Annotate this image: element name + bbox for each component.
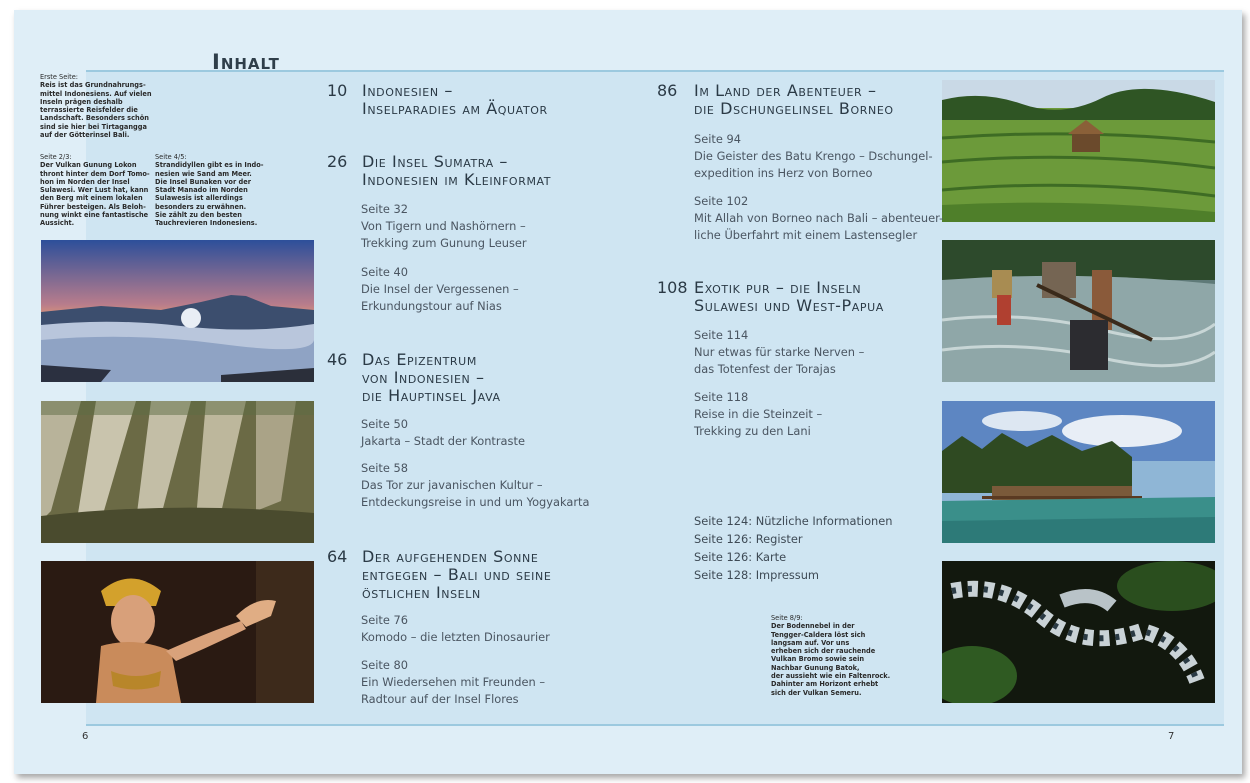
- toc-entry-page: Seite 80: [361, 658, 408, 672]
- caption-label: Seite 4/5:: [155, 153, 187, 161]
- caption-page-4-5: [155, 153, 265, 228]
- caption-text: Reis ist das Grundnahrungs- mittel Indonesiens. Auf vielen Inseln prägen deshalb terrassierte Reisfelder die Landschaft. Besonders schön sind sie hier bei Tirtagangga auf der Götterinsel Bali.: [40, 81, 152, 140]
- toc-entry: [361, 416, 525, 450]
- caption-text: Der Vulkan Gunung Lokon thront hinter dem Dorf Tomo- hon im Norden der Insel Sulawesi. Wer Lust hat, kann den Berg mit einem lokalen Führer besteigen. Als Beloh- nung winkt eine fantastische Aussicht.: [40, 161, 150, 228]
- caption-first-page: [40, 73, 170, 139]
- chapter-number: 108: [657, 278, 688, 297]
- toc-entry: [361, 657, 545, 708]
- page-number-right: 7: [1168, 731, 1175, 742]
- caption-page-8-9: [771, 614, 891, 697]
- toc-entry-page: Seite 94: [694, 132, 741, 146]
- caption-text: Strandidyllen gibt es in Indo- nesien wie Sand am Meer. Die Insel Bunaken vor der Stadt Manado im Norden Sulawesis ist allerdings besonders zu erwähnen. Sie zählt zu den besten Tauchrevieren Indonesiens.: [155, 161, 264, 228]
- toc-entry-text: Das Tor zur javanischen Kultur – Entdeckungsreise in und um Yogyakarta: [361, 478, 590, 509]
- ridge-valley-photo: [41, 401, 314, 543]
- chapter-title: Im Land der Abenteuer – die Dschungelinsel Borneo: [694, 81, 894, 118]
- chapter-title: Indonesien – Inselparadies am Äquator: [362, 81, 548, 118]
- chapter-number: 26: [327, 152, 348, 171]
- toc-entry: [694, 389, 822, 440]
- chapter-title: Exotik pur – die Inseln Sulawesi und West-Papua: [694, 278, 884, 315]
- appendix-entry: Seite 126: Register: [694, 532, 803, 546]
- page-heading: Inhalt: [212, 50, 280, 74]
- appendix-entry: Seite 124: Nützliche Informationen: [694, 514, 893, 528]
- chapter-number: 46: [327, 350, 348, 369]
- caption-label: Erste Seite:: [40, 73, 78, 81]
- toc-entry-page: Seite 118: [694, 390, 749, 404]
- river-porters-photo: [942, 240, 1215, 382]
- appendix-entry: Seite 128: Impressum: [694, 568, 820, 582]
- toc-entry: [694, 327, 864, 378]
- toc-entry-text: Die Insel der Vergessenen – Erkundungstour auf Nias: [361, 282, 519, 313]
- toc-entry-text: Mit Allah von Borneo nach Bali – abenteuer- liche Überfahrt mit einem Lastensegler: [694, 211, 944, 242]
- chapter-number: 86: [657, 81, 678, 100]
- toc-entry-text: Die Geister des Batu Krengo – Dschungel- expedition ins Herz von Borneo: [694, 149, 933, 180]
- toc-entry-text: Reise in die Steinzeit – Trekking zu den Lani: [694, 407, 823, 438]
- toc-entry-text: Von Tigern und Nashörnern – Trekking zum Gunung Leuser: [361, 219, 527, 250]
- chapter-number: 64: [327, 547, 348, 566]
- appendix-entry: Seite 126: Karte: [694, 550, 787, 564]
- toc-entry: [694, 131, 933, 182]
- toc-entry: [361, 264, 519, 315]
- chapter-number: 10: [327, 81, 348, 100]
- toc-entry-text: Jakarta – Stadt der Kontraste: [361, 434, 525, 448]
- chapter-title: Der aufgehenden Sonne entgegen – Bali und seine östlichen Inseln: [362, 547, 552, 602]
- toc-entry-page: Seite 40: [361, 265, 408, 279]
- toc-entry-text: Komodo – die letzten Dinosaurier: [361, 630, 550, 644]
- toc-entry-page: Seite 102: [694, 194, 749, 208]
- stilt-village-photo: [942, 401, 1215, 543]
- volcano-sunrise-photo: [41, 240, 314, 382]
- toc-entry-page: Seite 50: [361, 417, 408, 431]
- caption-label: Seite 2/3:: [40, 153, 72, 161]
- caption-page-2-3: [40, 153, 150, 228]
- toc-entry: [361, 612, 550, 646]
- toc-entry: [694, 193, 943, 244]
- page-number-left: 6: [82, 731, 89, 742]
- balinese-dancer-photo: [41, 561, 314, 703]
- toc-entry-page: Seite 76: [361, 613, 408, 627]
- rice-terrace-photo: [942, 80, 1215, 222]
- toc-entry-text: Nur etwas für starke Nerven – das Totenfest der Torajas: [694, 345, 865, 376]
- toc-entry-page: Seite 32: [361, 202, 408, 216]
- toc-entry-text: Ein Wiedersehen mit Freunden – Radtour auf der Insel Flores: [361, 675, 546, 706]
- caption-label: Seite 8/9:: [771, 614, 803, 622]
- toc-entry: [361, 201, 527, 252]
- caption-text: Der Bodennebel in der Tengger-Caldera löst sich langsam auf. Vor uns erheben sich der rauchende Vulkan Bromo sowie sein Nachbar Gunung Batok, der aussieht wie ein Faltenrock. Dahinter am Horizont erhebt sich der Vulkan Semeru.: [771, 622, 891, 697]
- chapter-title: Das Epizentrum von Indonesien – die Hauptinsel Java: [362, 350, 501, 405]
- toc-entry-page: Seite 114: [694, 328, 749, 342]
- toc-entry: [361, 460, 590, 511]
- toc-entry-page: Seite 58: [361, 461, 408, 475]
- chapter-title: Die Insel Sumatra – Indonesien im Kleinformat: [362, 152, 552, 189]
- snake-photo: [942, 561, 1215, 703]
